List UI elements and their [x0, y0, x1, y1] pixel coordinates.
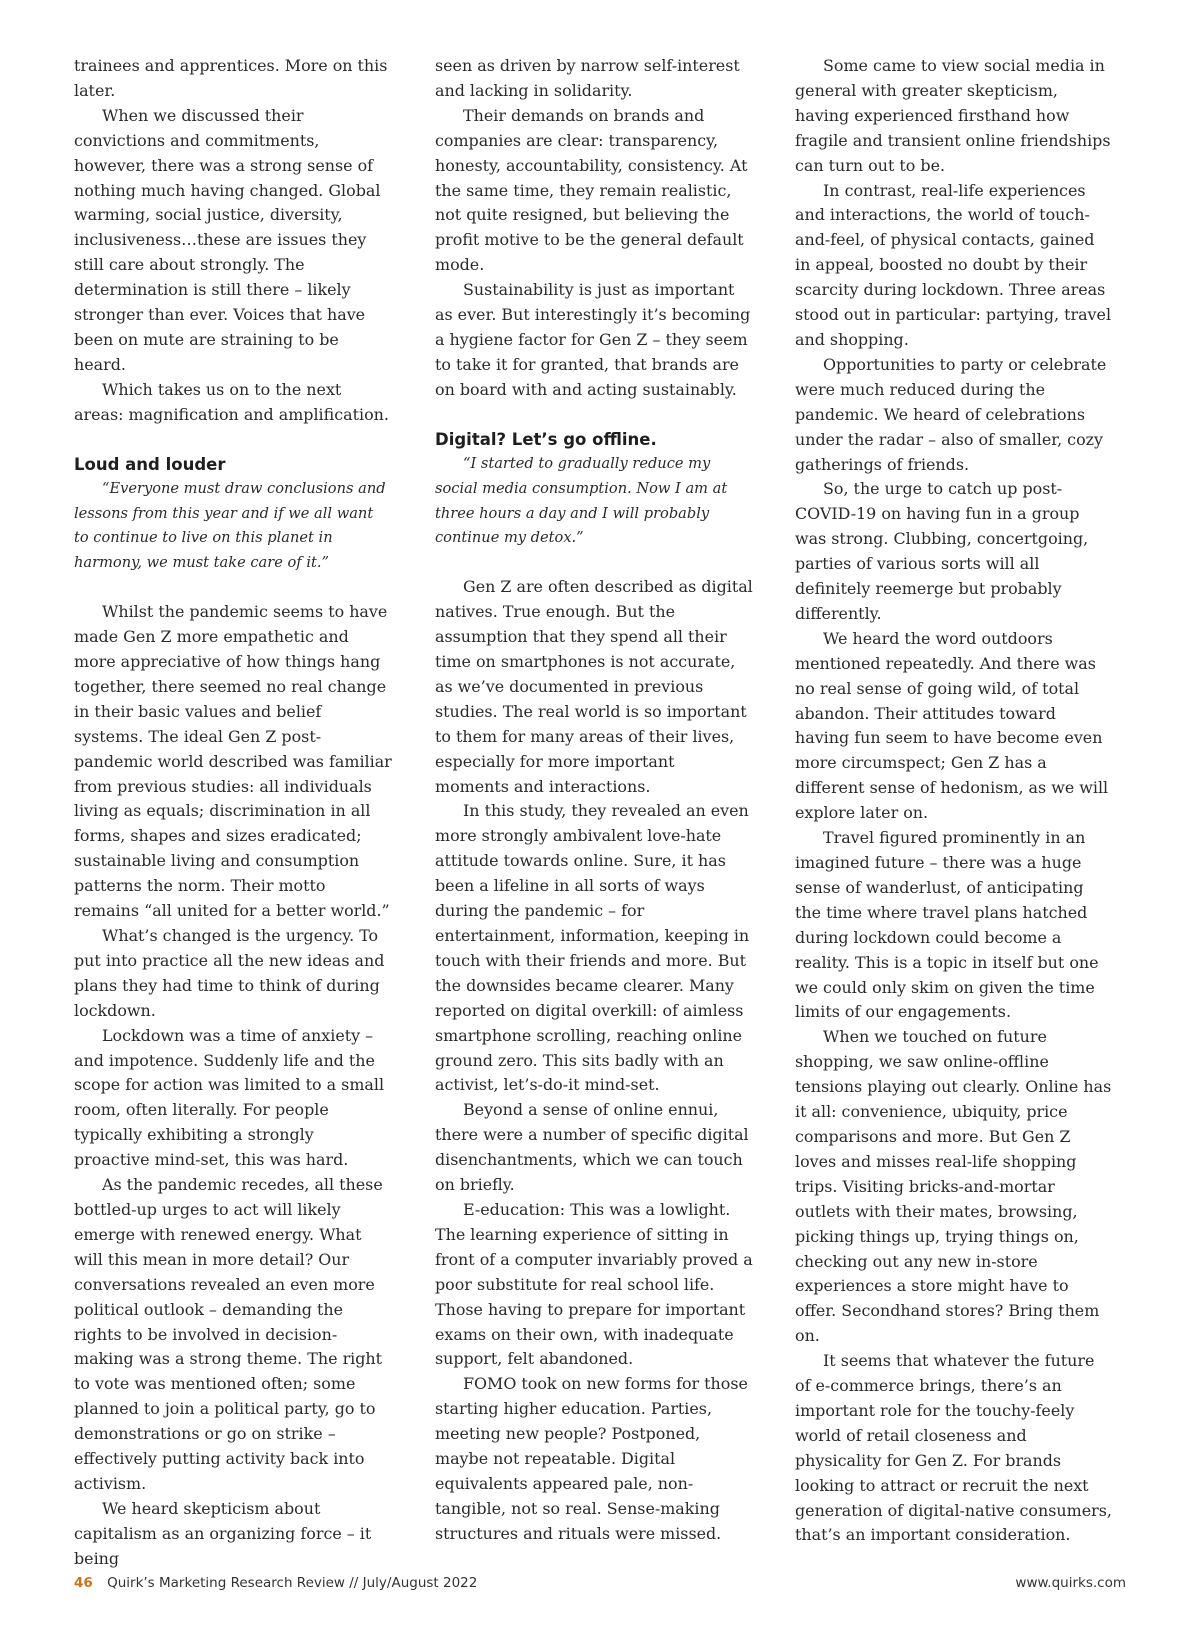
paragraph: We heard the word outdoors mentioned repeatedly. And there was no real sense of going wild, of total abandon. Their attitudes toward having fun seem to have become even more circumspect; Gen Z has a different sense of hedonism, as we will explore later on. — [795, 628, 1109, 823]
paragraph: When we discussed their convictions and commitments, however, there was a strong sense of nothing much having changed. Global warming, social justice, diversity, inclusiveness…these are issues they still care about strongly. The determination is still there – likely stronger than ever. Voices that have been on mute are straining to be heard. — [74, 105, 381, 374]
section-heading: Loud and louder — [74, 454, 226, 474]
paragraph: It seems that whatever the future of e-commerce brings, there’s an important role for the touchy-feely world of retail closeness and physicality for Gen Z. For brands looking to attract or recruit the next generation of digital-native consumers, that’s an important consideration. — [795, 1351, 1112, 1545]
paragraph: In this study, they revealed an even more strongly ambivalent love-hate attitude towards online. Sure, it has been a lifeline in all sorts of ways during the pandemic – for entertainment, information, keeping in touch with their friends and more. But the downsides became clearer. Many reported on digital overkill: of aimless smartphone scrolling, reaching online ground zero. This sits badly with an activist, let’s-do-it mind-set. — [435, 801, 750, 1095]
paragraph: Lockdown was a time of anxiety – and impotence. Suddenly life and the scope for action was limited to a small room, often literally. For people typically exhibiting a strongly proactive mind-set, this was hard. — [74, 1025, 385, 1170]
pull-quote: “Everyone must draw conclusions and lessons from this year and if we all want to continue to live on this planet in harmony, we must take care of it.” — [74, 479, 386, 572]
paragraph: Whilst the pandemic seems to have made Gen Z more empathetic and more appreciative of how things hang together, there seemed no real change in their basic values and belief systems. The ideal Gen Z post-pandemic world described was familiar from previous studies: all individuals living as equals; discrimination in all forms, shapes and sizes eradicated; sustainable living and consumption patterns the norm. Their motto remains “all united for a better world.” — [74, 602, 392, 921]
section-heading: Digital? Let’s go offline. — [435, 429, 657, 449]
paragraph: We heard skepticism about capitalism as an organizing force – it being — [74, 1498, 372, 1568]
paragraph: E-education: This was a lowlight. The learning experience of sitting in front of a computer invariably proved a poor substitute for real school life. Those having to prepare for important exams on their own, with inadequate support, felt abandoned. — [435, 1199, 753, 1369]
column-1 — [74, 54, 392, 1572]
paragraph: In contrast, real-life experiences and interactions, the world of touch-and-feel, of physical contacts, gained in appeal, boosted no doubt by their scarcity during lockdown. Three areas stood out in particular: partying, travel and shopping. — [795, 180, 1112, 349]
paragraph: Sustainability is just as important as ever. But interestingly it’s becoming a hygiene factor for Gen Z – they seem to take it for granted, that brands are on board with and acting sustainably. — [435, 280, 751, 399]
paragraph: What’s changed is the urgency. To put into practice all the new ideas and plans they had time to think of during lockdown. — [74, 926, 385, 1020]
pull-quote: “I started to gradually reduce my social media consumption. Now I am at three hours a day and I will probably continue my detox.” — [435, 454, 728, 547]
paragraph: seen as driven by narrow self-interest and lacking in solidarity. — [435, 56, 740, 100]
paragraph: Beyond a sense of online ennui, there were a number of specific digital disenchantments, which we can touch on briefly. — [435, 1100, 749, 1195]
paragraph: Some came to view social media in general with greater skepticism, having experienced firsthand how fragile and transient online friendships can turn out to be. — [795, 56, 1111, 175]
paragraph: Opportunities to party or celebrate were much reduced during the pandemic. We heard of celebrations under the radar – also of smaller, cozy gatherings of friends. — [795, 354, 1107, 474]
section-gap — [74, 428, 392, 452]
publication-name: Quirk’s Marketing Research Review // July/August 2022 — [107, 1575, 478, 1591]
section-gap — [435, 403, 753, 427]
paragraph: trainees and apprentices. More on this later. — [74, 56, 388, 100]
column-2 — [435, 54, 753, 1547]
paragraph: Gen Z are often described as digital natives. True enough. But the assumption that they spend all their time on smartphones is not accurate, as we’ve documented in previous studies. The real world is so important to them for many areas of their lives, especially for more important moments and interactions. — [435, 577, 753, 796]
column-3 — [795, 54, 1113, 1548]
paragraph: When we touched on future shopping, we saw online-offline tensions playing out clearly. Online has it all: convenience, ubiquity, price comparisons and more. But Gen Z loves and misses real-life shopping trips. Visiting bricks-and-mortar outlets with their mates, browsing, picking things up, trying things on, checking out any new in-store experiences a store might have to offer. Secondhand stores? Bring them on. — [795, 1027, 1112, 1346]
website-url[interactable]: www.quirks.com — [1015, 1575, 1126, 1591]
page-footer — [74, 1575, 1126, 1591]
page-number: 46 — [74, 1575, 93, 1591]
paragraph: As the pandemic recedes, all these bottled-up urges to act will likely emerge with renewed energy. What will this mean in more detail? Our conversations revealed an even more political outlook – demanding the rights to be involved in decision-making was a strong theme. The right to vote was mentioned often; some planned to join a political party, go to demonstrations or go on strike – effectively putting activity back into activism. — [74, 1175, 383, 1493]
paragraph: So, the urge to catch up post-COVID-19 on having fun in a group was strong. Clubbing, concertgoing, parties of various sorts will all definitely reemerge but probably differently. — [795, 479, 1089, 623]
paragraph: Which takes us on to the next areas: magnification and amplification. — [74, 379, 389, 424]
paragraph: Travel figured prominently in an imagined future – there was a huge sense of wanderlust, of anticipating the time where travel plans hatched during lockdown could become a reality. This is a topic in itself but one we could only skim on given the time limits of our engagements. — [795, 828, 1099, 1022]
paragraph: FOMO took on new forms for those starting higher education. Parties, meeting new people? Postponed, maybe not repeatable. Digital equivalents appeared pale, non-tangible, not so real. Sense-making structures and rituals were missed. — [435, 1374, 748, 1543]
paragraph: Their demands on brands and companies are clear: transparency, honesty, accountability, consistency. At the same time, they remain realistic, not quite resigned, but believing the profit motive to be the general default mode. — [435, 105, 748, 275]
